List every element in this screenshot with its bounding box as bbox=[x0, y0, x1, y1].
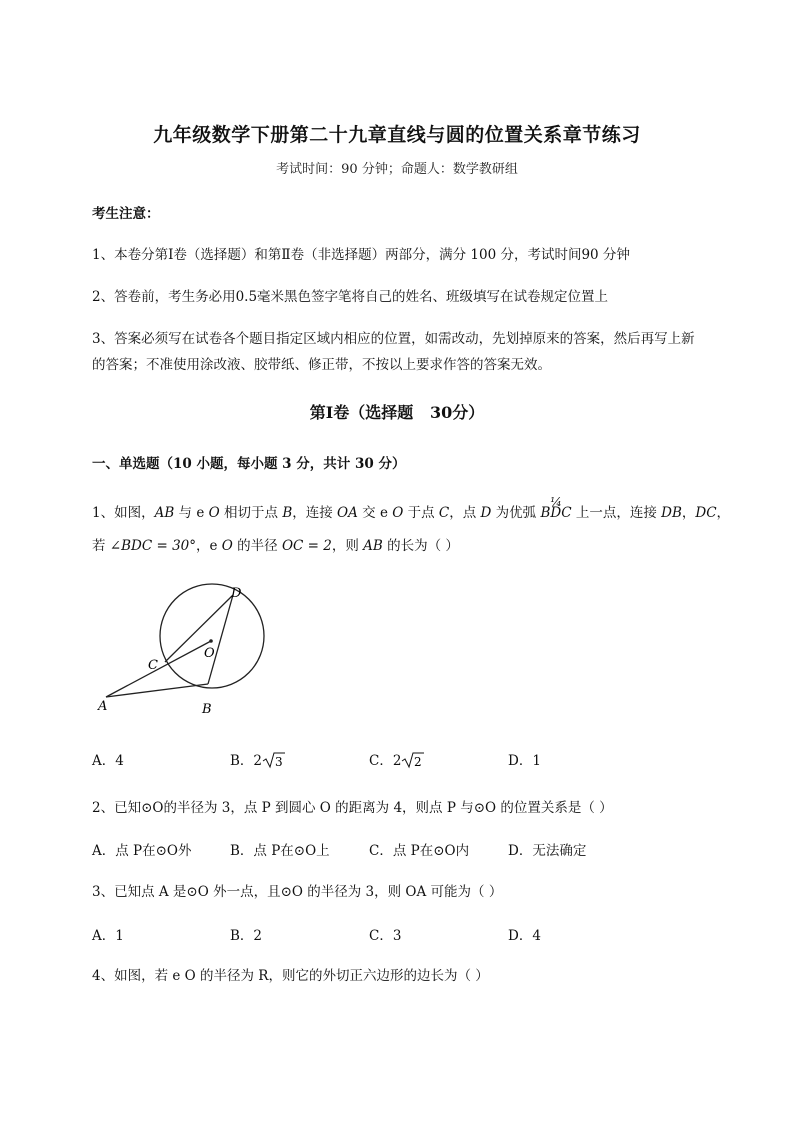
question-2: 2、已知⊙O的半径为 3，点 P 到圆心 O 的距离为 4，则点 P 与⊙O 的位置关系是（ ） bbox=[92, 800, 613, 816]
q1-text: ，连接 bbox=[292, 505, 338, 521]
q2-option-d[interactable]: D．无法确定 bbox=[508, 843, 587, 859]
q3-option-a[interactable]: A．1 bbox=[92, 928, 124, 944]
segment-ao bbox=[106, 641, 211, 697]
q3-option-b[interactable]: B．2 bbox=[230, 928, 263, 944]
label-c: C bbox=[148, 658, 158, 673]
q1-option-c[interactable] bbox=[369, 749, 425, 769]
document-subtitle: 考试时间：90 分钟；命题人：数学教研组 bbox=[276, 162, 518, 177]
q1-text: 的长为（ ） bbox=[382, 538, 459, 554]
q1-text: 1、如图， bbox=[92, 505, 155, 521]
q1-radius: OC = 2 bbox=[281, 538, 332, 554]
notice-item-3-cont: 的答案；不准使用涂改液、胶带纸、修正带，不按以上要求作答的答案无效。 bbox=[92, 357, 551, 373]
sqrt-icon bbox=[401, 751, 425, 769]
q1-text: ，则 bbox=[331, 538, 364, 554]
q1-var: B bbox=[282, 505, 293, 521]
q1-var: O bbox=[392, 505, 404, 521]
circle-o bbox=[160, 584, 264, 688]
q3-option-c[interactable]: C．3 bbox=[369, 928, 402, 944]
arc-label: BDC bbox=[540, 505, 572, 521]
q1-option-b[interactable] bbox=[230, 749, 286, 769]
label-o: O bbox=[204, 646, 215, 661]
label-b: B bbox=[202, 702, 212, 717]
q1-var: AB bbox=[363, 538, 383, 554]
q1-text: ，点 bbox=[449, 505, 481, 521]
q1-var: DC bbox=[695, 505, 717, 521]
question-4: 4、如图，若 e O 的半径为 R，则它的外切正六边形的边长为（ ） bbox=[92, 968, 489, 984]
label-a: A bbox=[98, 699, 108, 714]
q2-option-a[interactable]: A．点 P在⊙O外 bbox=[92, 843, 192, 859]
q1-var: C bbox=[438, 505, 450, 521]
q1-text: ，e bbox=[196, 538, 222, 554]
q3-option-d[interactable]: D．4 bbox=[508, 928, 541, 944]
arc-mark-glyph: ¼ bbox=[550, 495, 562, 509]
document-title: 九年级数学下册第二十九章直线与圆的位置关系章节练习 bbox=[153, 124, 641, 146]
label-d: D bbox=[231, 586, 242, 601]
notice-item-1: 1、本卷分第Ⅰ卷（选择题）和第Ⅱ卷（非选择题）两部分，满分 100 分，考试时间90 分钟 bbox=[92, 247, 630, 263]
q1-text: 为优弧 bbox=[491, 505, 541, 521]
q1-text: ， bbox=[716, 505, 731, 521]
part-heading: 一、单选题（10 小题，每小题 3 分，共计 30 分） bbox=[92, 456, 406, 472]
q1-option-d[interactable]: D．1 bbox=[508, 753, 541, 769]
notice-heading: 考生注意： bbox=[92, 206, 160, 222]
q1-option-c-prefix: C．2 bbox=[369, 753, 402, 769]
notice-item-2: 2、答卷前，考生务必用0.5毫米黑色签字笔将自己的姓名、班级填写在试卷规定位置上 bbox=[92, 289, 609, 305]
q1-var: D bbox=[480, 505, 492, 521]
q2-option-c[interactable]: C．点 P在⊙O内 bbox=[369, 843, 470, 859]
question-1-line-1 bbox=[92, 495, 731, 521]
sqrt-icon bbox=[262, 751, 286, 769]
q2-option-b[interactable]: B．点 P在⊙O上 bbox=[230, 843, 330, 859]
q1-text: 上一点，连接 bbox=[571, 505, 662, 521]
q1-var: DB bbox=[661, 505, 682, 521]
q1-var: OA bbox=[337, 505, 358, 521]
question-3: 3、已知点 A 是⊙O 外一点，且⊙O 的半径为 3，则 OA 可能为（ ） bbox=[92, 884, 503, 900]
q1-text: 若 bbox=[92, 538, 110, 554]
q1-text: 的半径 bbox=[232, 538, 282, 554]
q1-text: 与 e bbox=[174, 505, 209, 521]
sqrt-radicand: 2 bbox=[414, 755, 423, 769]
q1-text: ， bbox=[681, 505, 696, 521]
q1-option-b-prefix: B．2 bbox=[230, 753, 263, 769]
section-title: 第Ⅰ卷（选择题 30分） bbox=[309, 403, 485, 422]
q1-text: 于点 bbox=[403, 505, 439, 521]
q1-text: 相切于点 bbox=[219, 505, 283, 521]
q1-var: AB bbox=[154, 505, 175, 521]
segment-ab bbox=[106, 684, 208, 697]
arc-bdc bbox=[540, 495, 572, 521]
q1-option-a[interactable]: A．4 bbox=[92, 753, 124, 769]
q1-angle: ∠BDC = 30° bbox=[109, 538, 197, 554]
q1-var: O bbox=[208, 505, 220, 521]
question-1-line-2 bbox=[92, 534, 459, 554]
segment-dc bbox=[165, 595, 233, 662]
q1-text: 交 e bbox=[357, 505, 393, 521]
circle-tangent-figure bbox=[88, 580, 278, 720]
notice-item-3: 3、答案必须写在试卷各个题目指定区域内相应的位置，如需改动，先划掉原来的答案，然后再写上新 bbox=[92, 331, 695, 347]
q1-var: O bbox=[221, 538, 233, 554]
sqrt-radicand: 3 bbox=[275, 755, 283, 769]
center-point bbox=[209, 639, 213, 643]
